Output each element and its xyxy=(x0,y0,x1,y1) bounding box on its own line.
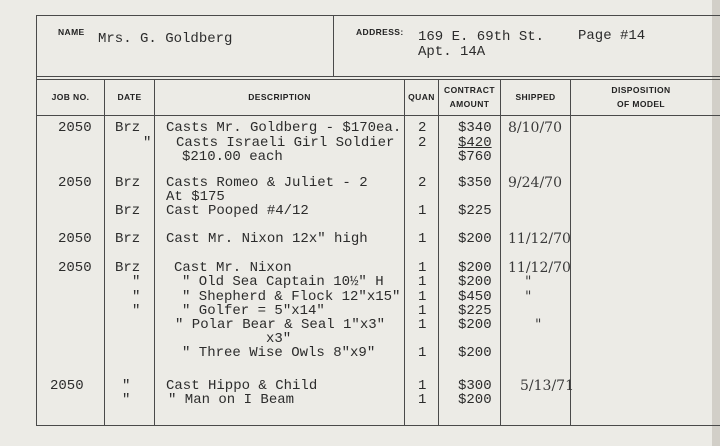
entry-amount: $200 xyxy=(458,317,492,333)
address-line1: 169 E. 69th St. xyxy=(418,29,545,45)
entry-description: " Three Wise Owls 8"x9" xyxy=(182,345,376,361)
entry-job: 2050 xyxy=(58,260,92,276)
entry-description: " Man on I Beam xyxy=(168,392,295,408)
name-address-divider xyxy=(333,15,334,77)
entry-quan: 1 xyxy=(418,231,427,247)
entry-description: Casts Romeo & Juliet - 2 xyxy=(166,175,368,191)
entry-amount: $225 xyxy=(458,203,492,219)
entry-amount: $340 xyxy=(458,120,492,136)
entry-description: " Shepherd & Flock 12"x15" xyxy=(182,289,401,305)
entry-description: " Old Sea Captain 10½" H xyxy=(182,274,384,290)
entry-description: Casts Israeli Girl Soldier xyxy=(176,135,395,151)
header-divider-rule xyxy=(36,76,720,77)
entry-date: " xyxy=(132,274,141,290)
entry-date: " xyxy=(143,135,152,151)
header-top-rule xyxy=(36,15,720,16)
entry-amount: $200 xyxy=(458,392,492,408)
col-divider-date-desc xyxy=(154,79,155,426)
entry-date: Brz xyxy=(115,231,141,247)
entry-shipped: 5/13/71 xyxy=(520,378,574,394)
entry-amount: $200 xyxy=(458,274,492,290)
entry-date: Brz xyxy=(115,120,141,136)
col-header-shipped: SHIPPED xyxy=(515,92,556,102)
entry-description: Cast Hippo & Child xyxy=(166,378,318,394)
entry-quan: 1 xyxy=(418,289,427,305)
entry-description: " Golfer = 5"x14" xyxy=(182,303,325,319)
entry-amount: $450 xyxy=(458,289,492,305)
address-line2: Apt. 14A xyxy=(418,44,486,60)
col-header-contract-1: CONTRACT xyxy=(444,85,495,95)
entry-amount: $200 xyxy=(458,345,492,361)
entry-description: Casts Mr. Goldberg - $170ea. xyxy=(166,120,402,136)
entry-description: Cast Mr. Nixon xyxy=(174,260,292,276)
entry-shipped: 11/12/70 xyxy=(508,260,571,276)
entry-date: " xyxy=(122,378,131,394)
entry-amount: $225 xyxy=(458,303,492,319)
entry-date: Brz xyxy=(115,175,141,191)
entry-description: At $175 xyxy=(166,189,225,205)
entry-date: " xyxy=(132,289,141,305)
entry-job: 2050 xyxy=(58,175,92,191)
col-divider-job-date xyxy=(104,79,105,426)
name-label: NAME xyxy=(58,27,85,37)
col-divider-shipped-disposition xyxy=(570,79,571,426)
entry-job: 2050 xyxy=(58,231,92,247)
entry-description: Cast Pooped #4/12 xyxy=(166,203,309,219)
entry-shipped: 9/24/70 xyxy=(508,175,562,191)
column-header-bottom-rule xyxy=(36,115,720,116)
entry-job: 2050 xyxy=(50,378,84,394)
entry-amount: $200 xyxy=(458,231,492,247)
col-divider-quan-amount xyxy=(438,79,439,426)
col-divider-amount-shipped xyxy=(500,79,501,426)
entry-amount: $200 xyxy=(458,260,492,276)
entry-quan: 1 xyxy=(418,378,427,394)
entry-job: 2050 xyxy=(58,120,92,136)
entry-quan: 1 xyxy=(418,345,427,361)
entry-description: $210.00 each xyxy=(182,149,283,165)
entry-amount: $420 xyxy=(458,135,492,151)
entry-shipped: " xyxy=(525,289,532,305)
entry-quan: 2 xyxy=(418,135,427,151)
name-value: Mrs. G. Goldberg xyxy=(98,31,233,47)
entry-description: Cast Mr. Nixon 12x" high xyxy=(166,231,368,247)
entry-quan: 1 xyxy=(418,317,427,333)
entry-shipped: " xyxy=(525,274,532,290)
entry-shipped: 11/12/70 xyxy=(508,231,571,247)
entry-shipped: 8/10/70 xyxy=(508,120,562,136)
entry-description: x3" xyxy=(266,331,292,347)
card-edge xyxy=(712,0,720,446)
entry-quan: 1 xyxy=(418,260,427,276)
col-header-contract-2: AMOUNT xyxy=(449,99,490,109)
col-header-job-no: JOB NO. xyxy=(51,92,90,102)
entry-quan: 1 xyxy=(418,303,427,319)
header-divider-rule-2 xyxy=(36,79,720,80)
card-bottom-rule xyxy=(36,425,720,426)
entry-quan: 1 xyxy=(418,274,427,290)
entry-date: " xyxy=(132,303,141,319)
col-header-date: DATE xyxy=(117,92,142,102)
entry-quan: 2 xyxy=(418,120,427,136)
entry-quan: 1 xyxy=(418,203,427,219)
entry-date: Brz xyxy=(115,260,141,276)
entry-amount: $300 xyxy=(458,378,492,394)
entry-date: " xyxy=(122,392,131,408)
entry-amount: $350 xyxy=(458,175,492,191)
page-number: Page #14 xyxy=(578,28,646,44)
entry-shipped: " xyxy=(535,317,542,333)
entry-date: Brz xyxy=(115,203,141,219)
col-header-disposition-1: DISPOSITION xyxy=(611,85,671,95)
col-header-quan: QUAN xyxy=(408,92,435,102)
entry-description: " Polar Bear & Seal 1"x3" xyxy=(175,317,386,333)
entry-quan: 1 xyxy=(418,392,427,408)
col-divider-desc-quan xyxy=(404,79,405,426)
address-label: ADDRESS: xyxy=(356,27,404,37)
entry-quan: 2 xyxy=(418,175,427,191)
card-left-border xyxy=(36,15,37,426)
entry-amount: $760 xyxy=(458,149,492,165)
col-header-description: DESCRIPTION xyxy=(248,92,311,102)
col-header-disposition-2: OF MODEL xyxy=(616,99,666,109)
